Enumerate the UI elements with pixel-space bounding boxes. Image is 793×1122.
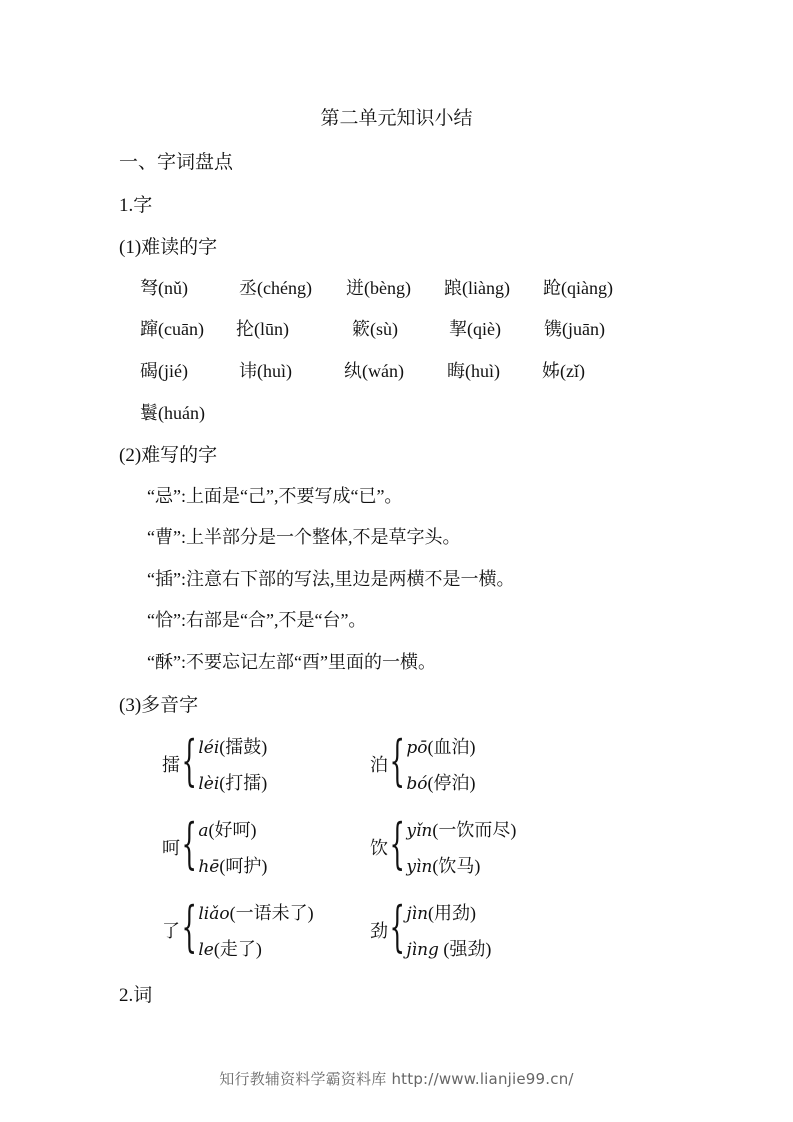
pinyin: lèi	[198, 774, 220, 794]
pinyin: le	[198, 940, 214, 960]
section-heading-word-review: 一、字词盘点	[119, 152, 234, 173]
subsection-hard-to-write: (2)难写的字	[119, 445, 218, 466]
subsection-hard-to-read: (1)难读的字	[119, 237, 218, 258]
reading	[406, 899, 491, 925]
char-item: 簌(sù)	[352, 319, 398, 339]
reading	[198, 899, 313, 925]
polyphone-group	[162, 895, 314, 961]
example-word: (用劲)	[428, 903, 477, 923]
brace-icon: {	[181, 729, 197, 792]
example-word: (停泊)	[427, 773, 476, 793]
polyphone-group	[162, 729, 268, 795]
polyphone-group	[370, 729, 476, 795]
reading	[198, 733, 267, 759]
pinyin: pō	[406, 738, 428, 758]
example-word: (一饮而尽)	[432, 820, 517, 840]
char-item: 弩(nǔ)	[140, 278, 188, 298]
pinyin: liǎo	[198, 904, 230, 924]
char-item: 跄(qiàng)	[543, 278, 613, 298]
char-item: 抡(lūn)	[236, 319, 289, 339]
polyphone-group	[162, 812, 268, 878]
example-word: (强劲)	[438, 939, 492, 959]
polyphone-char: 饮	[370, 838, 388, 858]
reading	[198, 935, 313, 961]
writing-note: “恰”:右部是“合”,不是“台”。	[147, 610, 367, 630]
writing-note: “曹”:上半部分是一个整体,不是草字头。	[147, 527, 461, 547]
subsection-characters: 1.字	[119, 195, 153, 216]
polyphone-char: 泊	[370, 755, 388, 775]
brace-icon: {	[389, 812, 405, 875]
polyphone-group	[370, 895, 492, 961]
char-item: 挈(qiè)	[449, 319, 501, 339]
pinyin: jìn	[406, 904, 429, 924]
char-item: 丞(chéng)	[239, 278, 312, 298]
char-item: 讳(huì)	[239, 361, 292, 381]
pinyin: bó	[406, 774, 428, 794]
polyphone-char: 了	[162, 921, 180, 941]
footer-watermark: 知行教辅资料学霸资料库 http://www.lianjie99.cn/	[219, 1070, 574, 1088]
char-item: 碣(jié)	[140, 361, 188, 381]
reading	[406, 816, 516, 842]
subsection-polyphones: (3)多音字	[119, 695, 199, 716]
example-word: (好呵)	[208, 820, 257, 840]
reading	[406, 733, 475, 759]
polyphone-group	[370, 812, 517, 878]
char-item: 姊(zǐ)	[542, 361, 585, 381]
example-word: (一语未了)	[229, 903, 314, 923]
polyphone-char: 呵	[162, 838, 180, 858]
example-word: (打擂)	[219, 773, 268, 793]
reading	[406, 935, 491, 961]
char-item: 镌(juān)	[544, 319, 605, 339]
example-word: (饮马)	[432, 856, 481, 876]
subsection-words: 2.词	[119, 985, 153, 1006]
reading	[406, 852, 516, 878]
reading	[198, 852, 267, 878]
char-item: 踉(liàng)	[444, 278, 510, 298]
page-title: 第二单元知识小结	[320, 108, 473, 129]
example-word: (走了)	[213, 939, 262, 959]
reading	[198, 816, 267, 842]
example-word: (血泊)	[427, 737, 476, 757]
pinyin: yǐn	[406, 821, 433, 841]
writing-note: “插”:注意右下部的写法,里边是两横不是一横。	[147, 569, 515, 589]
brace-icon: {	[389, 895, 405, 958]
writing-note: “忌”:上面是“己”,不要写成“已”。	[147, 486, 403, 506]
polyphone-char: 劲	[370, 921, 388, 941]
writing-note: “酥”:不要忘记左部“酉”里面的一横。	[147, 652, 436, 672]
pinyin: léi	[198, 738, 220, 758]
example-word: (擂鼓)	[219, 737, 268, 757]
polyphone-char: 擂	[162, 755, 180, 775]
pinyin: jìng	[406, 940, 439, 960]
example-word: (呵护)	[219, 856, 268, 876]
brace-icon: {	[181, 812, 197, 875]
char-item: 纨(wán)	[344, 361, 404, 381]
reading	[198, 769, 267, 795]
brace-icon: {	[389, 729, 405, 792]
char-item: 晦(huì)	[447, 361, 500, 381]
pinyin: yìn	[406, 857, 433, 877]
brace-icon: {	[181, 895, 197, 958]
char-item: 蹿(cuān)	[140, 319, 204, 339]
pinyin: a	[198, 821, 209, 841]
pinyin: hē	[198, 857, 220, 877]
char-item: 鬟(huán)	[140, 403, 205, 423]
char-item: 迸(bèng)	[346, 278, 411, 298]
reading	[406, 769, 475, 795]
